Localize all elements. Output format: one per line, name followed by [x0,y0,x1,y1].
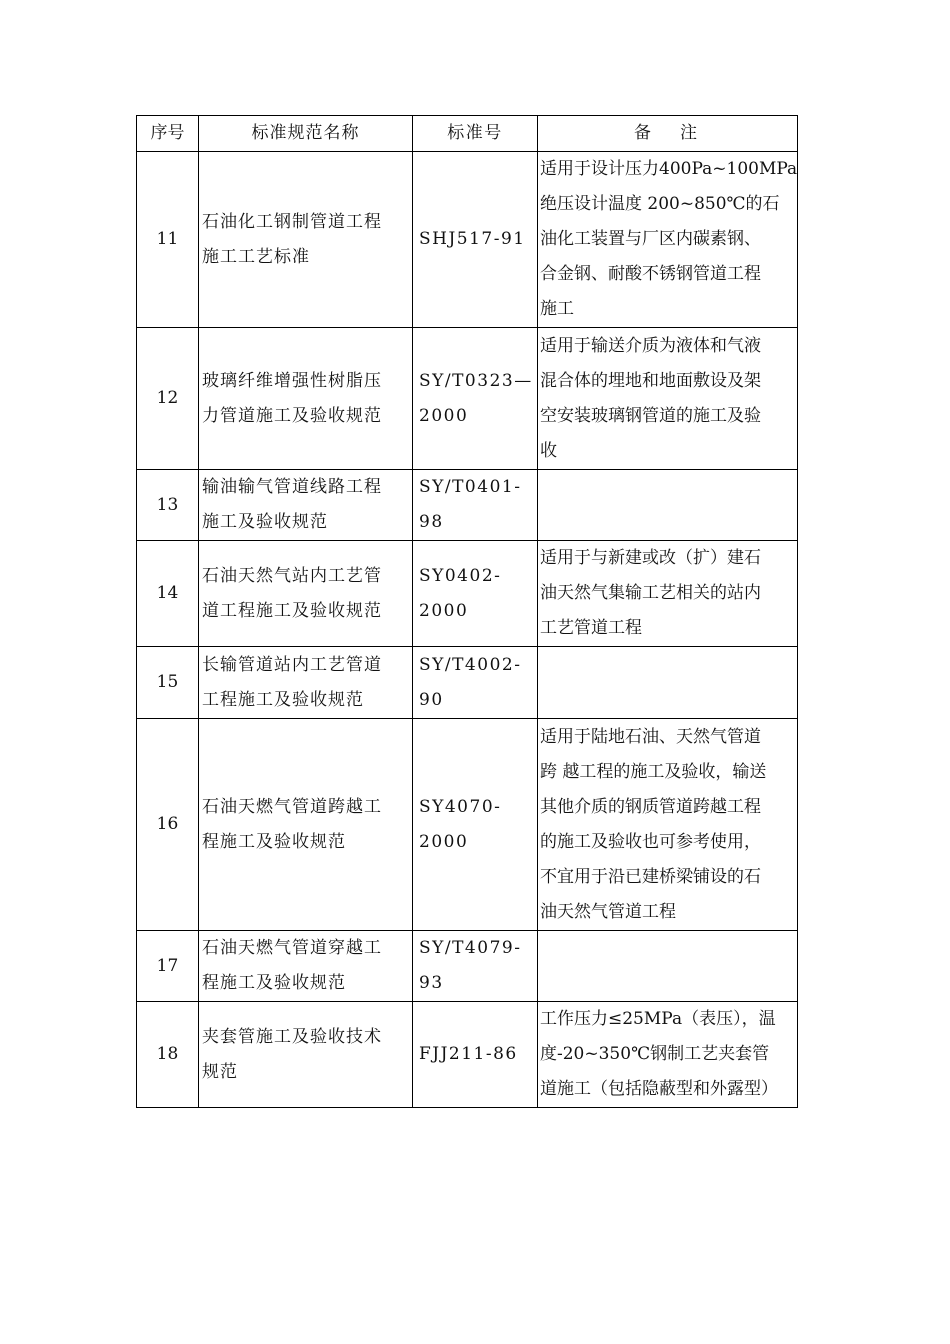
table-row [137,719,798,931]
standards-table [136,115,798,1108]
row-note-text: 适用于输送介质为液体和气液 混合体的埋地和地面敷设及架 空安装玻璃钢管道的施工及验 收 [540,335,761,461]
row-code: SY0402-2000 [413,541,538,647]
row-name [199,719,413,931]
row-code: FJJ211-86 [413,1002,538,1108]
row-note [538,470,798,541]
row-no: 17 [137,931,199,1002]
row-name [199,931,413,1002]
row-name-text: 长输管道站内工艺管道 工程施工及验收规范 [202,654,382,710]
row-name-text: 石油天燃气管道跨越工 程施工及验收规范 [202,796,382,852]
row-note-text: 适用于与新建或改（扩）建石 油天然气集输工艺相关的站内 工艺管道工程 [540,548,761,638]
table-row [137,647,798,719]
row-name [199,1002,413,1108]
row-name [199,647,413,719]
row-note-text: 适用于设计压力400Pa~100MPa 绝压设计温度 200~850℃的石 油化工装置与厂区内碳素钢、 合金钢、耐酸不锈钢管道工程 施工 [540,159,798,319]
row-no: 12 [137,328,199,470]
table-row [137,470,798,541]
row-name [199,470,413,541]
row-code: SHJ517-91 [413,152,538,328]
row-no: 11 [137,152,199,328]
row-name [199,541,413,647]
row-note-text: 适用于陆地石油、天然气管道 跨 越工程的施工及验收，输送 其他介质的钢质管道跨越工程 的施工及验收也可参考使用， 不宜用于沿已建桥梁铺设的石 油天然气管道工程 [540,726,767,922]
row-no: 18 [137,1002,199,1108]
table-body [137,152,798,1108]
row-code: SY/T4079-93 [413,931,538,1002]
row-no: 13 [137,470,199,541]
row-note [538,1002,798,1108]
row-code: SY4070-2000 [413,719,538,931]
header-row [137,116,798,152]
row-note [538,647,798,719]
row-code: SY/T0323— 2000 [413,328,538,470]
row-name-text: 石油天燃气管道穿越工 程施工及验收规范 [202,938,382,993]
row-note [538,152,798,328]
row-name-text: 输油输气管道线路工程 施工及验收规范 [202,477,382,532]
row-note [538,541,798,647]
row-no: 15 [137,647,199,719]
table-row [137,328,798,470]
row-name-text: 石油化工钢制管道工程 施工工艺标准 [202,211,382,267]
table-row [137,1002,798,1108]
header-no: 序号 [137,116,199,152]
row-name [199,328,413,470]
table-row [137,541,798,647]
header-name: 标准规范名称 [199,116,413,152]
header-code: 标准号 [413,116,538,152]
table-row [137,931,798,1002]
row-note [538,719,798,931]
row-code: SY/T4002-90 [413,647,538,719]
row-name-text: 石油天然气站内工艺管 道工程施工及验收规范 [202,565,382,621]
row-code: SY/T0401-98 [413,470,538,541]
row-no: 14 [137,541,199,647]
row-name [199,152,413,328]
row-name-text: 夹套管施工及验收技术 规范 [202,1026,382,1082]
row-no: 16 [137,719,199,931]
row-note [538,328,798,470]
table-row [137,152,798,328]
header-note: 备 注 [538,116,798,152]
row-note [538,931,798,1002]
row-name-text: 玻璃纤维增强性树脂压 力管道施工及验收规范 [202,370,382,426]
row-note-text: 工作压力≤25MPa（表压），温 度-20~350℃钢制工艺夹套管 道施工（包括隐蔽型和外露型） [540,1009,778,1099]
table-header [137,116,798,152]
